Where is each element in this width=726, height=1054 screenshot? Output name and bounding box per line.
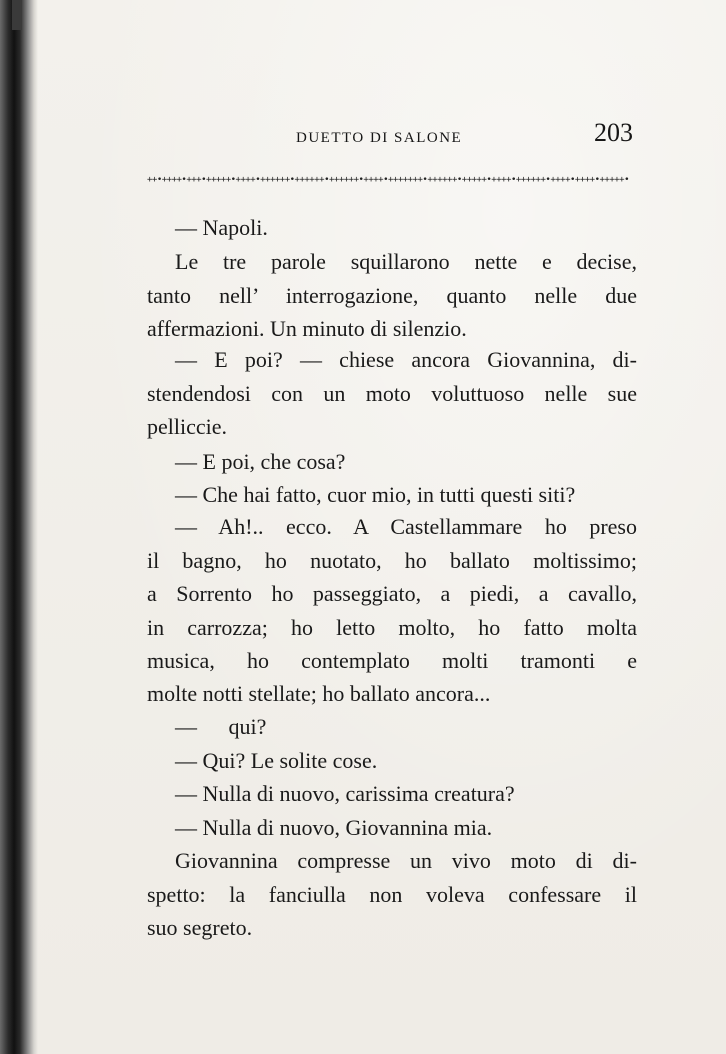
text-line: molte notti stellate; ho ballato ancora... [147, 681, 491, 706]
text-line: suo segreto. [147, 915, 253, 940]
text-line: affermazioni. Un minuto di silenzio. [147, 316, 467, 341]
text-line: a Sorrento ho passeggiato, a piedi, a cavallo, [147, 581, 637, 606]
running-head: DUETTO DI SALONE [296, 130, 463, 146]
binding-edge [0, 0, 38, 1054]
text-line: — Che hai fatto, cuor mio, in tutti questi siti? [175, 482, 576, 507]
text-line: il bagno, ho nuotato, ho ballato moltissimo; [147, 548, 637, 573]
text-line: — qui? [175, 714, 267, 739]
text-line: Le tre parole squillarono nette e decise, [175, 249, 637, 274]
text-line: tanto nell’ interrogazione, quanto nelle due [147, 283, 637, 308]
text-line: musica, ho contemplato molti tramonti e [147, 648, 637, 673]
text-line: — Napoli. [175, 215, 268, 240]
text-line: in carrozza; ho letto molto, ho fatto molta [147, 615, 637, 640]
text-line: — Ah!.. ecco. A Castellammare ho preso [175, 514, 637, 539]
text-line: — E poi, che cosa? [175, 449, 346, 474]
text-line: pelliccie. [147, 414, 228, 439]
text-line: spetto: la fanciulla non voleva confessare il [147, 882, 637, 907]
text-line: — Qui? Le solite cose. [175, 748, 378, 773]
ornamental-rule: ++•++++•+++•+++++•++++•++++++•++++++•++++++•++++•+++++++•++++++•+++++•++++•++++++•++++•++++•+++++• [147, 176, 630, 185]
text-line: Giovannina compresse un vivo moto di di- [175, 848, 637, 873]
binding-mark [12, 0, 22, 30]
text-line: — E poi? — chiese ancora Giovannina, di- [175, 347, 637, 372]
text-line: stendendosi con un moto voluttuoso nelle sue [147, 381, 637, 406]
page-number: 203 [594, 118, 633, 147]
text-line: — Nulla di nuovo, carissima creatura? [175, 781, 515, 806]
text-line: — Nulla di nuovo, Giovannina mia. [175, 815, 493, 840]
